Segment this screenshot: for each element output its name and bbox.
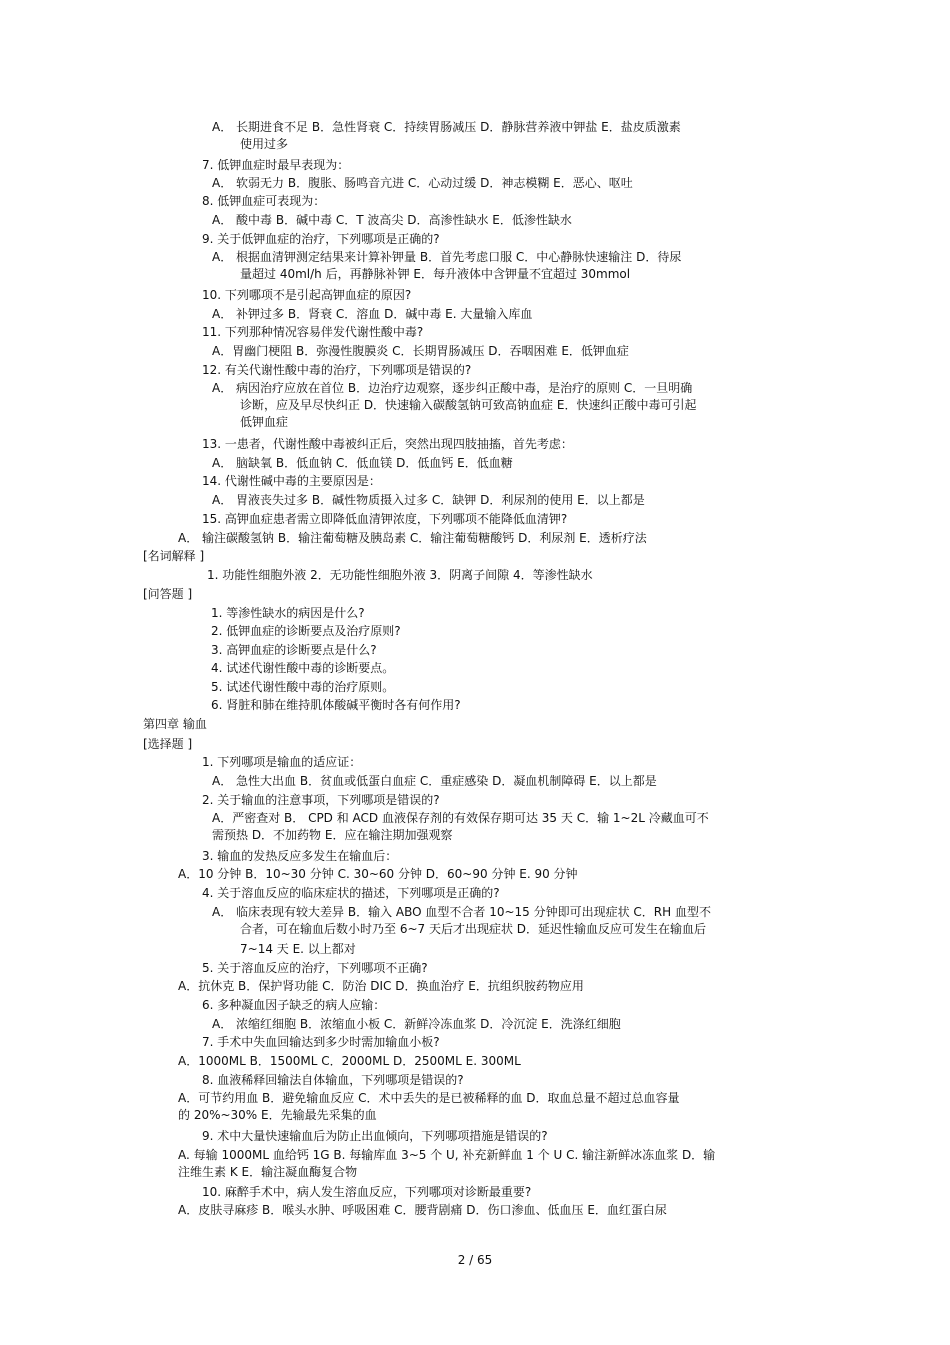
text-line: A．可节约用血 B．避免输血反应 C．术中丢失的是已被稀释的血 D．取血总量不超过总血容量 [178, 1091, 680, 1105]
text-line: 13. 一患者，代谢性酸中毒被纠正后，突然出现四肢抽搐，首先考虑： [202, 437, 573, 451]
text-line: 7~14 天 E. 以上都对 [240, 942, 356, 956]
text-line: 合者，可在输血后数小时乃至 6~7 天后才出现症状 D．延迟性输血反应可发生在输血后 [240, 922, 707, 936]
text-line: 6. 肾脏和肺在维持肌体酸碱平衡时各有何作用? [211, 698, 461, 712]
text-line: A． 病因治疗应放在首位 B．边治疗边观察，逐步纠正酸中毒，是治疗的原则 C．一旦明确 [212, 381, 693, 395]
text-line: A．10 分钟 B．10~30 分钟 C. 30~60 分钟 D．60~90 分钟 E. 90 分钟 [178, 867, 578, 881]
text-line: A． 补钾过多 B．肾衰 C．溶血 D．碱中毒 E. 大量输入库血 [212, 307, 533, 321]
text-line: A. 每输 1000ML 血给钙 1G B. 每输库血 3~5 个 U, 补充新鲜血 1 个 U C. 输注新鲜冰冻血浆 D．输 [178, 1148, 716, 1162]
text-line: 14. 代谢性碱中毒的主要原因是： [202, 474, 381, 488]
text-line: 5. 关于溶血反应的治疗，下列哪项不正确? [202, 961, 428, 975]
text-line: [名词解释 ] [143, 549, 205, 563]
text-line: 5. 试述代谢性酸中毒的治疗原则。 [211, 680, 395, 694]
text-line: A． 急性大出血 B．贫血或低蛋白血症 C．重症感染 D．凝血机制障碍 E．以上都是 [212, 774, 657, 788]
text-line: 3. 高钾血症的诊断要点是什么? [211, 643, 377, 657]
text-line: 7. 低钾血症时最早表现为： [202, 158, 350, 172]
text-line: 11. 下列那种情况容易伴发代谢性酸中毒? [202, 325, 424, 339]
text-line: A．皮肤寻麻疹 B．喉头水肿、呼吸困难 C．腰背剧痛 D．伤口渗血、低血压 E．血红蛋白尿 [178, 1203, 667, 1217]
text-line: A．抗休克 B．保护肾功能 C．防治 DIC D．换血治疗 E．抗组织胺药物应用 [178, 979, 584, 993]
text-line: 15. 高钾血症患者需立即降低血清钾浓度，下列哪项不能降低血清钾? [202, 512, 568, 526]
text-line: 的 20%~30% E．先输最先采集的血 [178, 1108, 377, 1122]
text-line: 7. 手术中失血回输达到多少时需加输血小板? [202, 1035, 440, 1049]
text-line: 第四章 输血 [143, 717, 207, 731]
text-line: 需预热 D．不加药物 E．应在输注期加强观察 [212, 828, 453, 842]
text-line: 12. 有关代谢性酸中毒的治疗，下列哪项是错误的? [202, 363, 472, 377]
text-line: 3. 输血的发热反应多发生在输血后： [202, 849, 398, 863]
text-line: [问答题 ] [143, 587, 193, 601]
text-line: 诊断，应及早尽快纠正 D．快速输入碳酸氢钠可致高钠血症 E．快速纠正酸中毒可引起 [240, 398, 697, 412]
text-line: 1. 功能性细胞外液 2．无功能性细胞外液 3．阴离子间隙 4．等渗性缺水 [207, 568, 593, 582]
text-line: 低钾血症 [240, 415, 289, 429]
text-line: A． 浓缩红细胞 B．浓缩血小板 C．新鲜冷冻血浆 D．冷沉淀 E．洗涤红细胞 [212, 1017, 621, 1031]
text-line: 9. 关于低钾血症的治疗，下列哪项是正确的? [202, 232, 440, 246]
text-line: A．1000ML B．1500ML C．2000ML D．2500ML E. 300ML [178, 1054, 521, 1068]
text-line: A．严密查对 B． CPD 和 ACD 血液保存剂的有效保存期可达 35 天 C．输 1~2L 冷藏血可不 [212, 811, 709, 825]
text-line: A． 软弱无力 B．腹胀、肠鸣音亢进 C．心动过缓 D．神志模糊 E．恶心、呕吐 [212, 176, 633, 190]
text-line: 4. 关于溶血反应的临床症状的描述，下列哪项是正确的? [202, 886, 500, 900]
text-line: 4. 试述代谢性酸中毒的诊断要点。 [211, 661, 395, 675]
text-line: 使用过多 [240, 137, 289, 151]
text-line: 8. 低钾血症可表现为： [202, 194, 326, 208]
text-line: 10. 下列哪项不是引起高钾血症的原因? [202, 288, 412, 302]
text-line: A． 长期进食不足 B．急性肾衰 C．持续胃肠减压 D．静脉营养液中钾盐 E．盐皮质激素 [212, 120, 681, 134]
text-line: 10. 麻醉手术中，病人发生溶血反应，下列哪项对诊断最重要? [202, 1185, 532, 1199]
text-line: A． 临床表现有较大差异 B．输入 ABO 血型不合者 10~15 分钟即可出现症状 C．RH 血型不 [212, 905, 711, 919]
text-line: 注维生素 K E．输注凝血酶复合物 [178, 1165, 358, 1179]
text-line: A． 根据血清钾测定结果来计算补钾量 B．首先考虑口服 C．中心静脉快速输注 D．待尿 [212, 250, 682, 264]
text-line: 8. 血液稀释回输法自体输血，下列哪项是错误的? [202, 1073, 464, 1087]
text-line: A． 输注碳酸氢钠 B．输注葡萄糖及胰岛素 C．输注葡萄糖酸钙 D．利尿剂 E．透析疗法 [178, 531, 647, 545]
text-line: 2. 关于输血的注意事项，下列哪项是错误的? [202, 793, 440, 807]
text-line: A． 胃液丧失过多 B．碱性物质摄入过多 C．缺钾 D．利尿剂的使用 E．以上都是 [212, 493, 645, 507]
text-line: A． 酸中毒 B．碱中毒 C．T 波高尖 D．高渗性缺水 E．低渗性缺水 [212, 213, 572, 227]
page-number: 2 / 65 [457, 1253, 493, 1267]
text-line: A． 脑缺氧 B．低血钠 C．低血镁 D．低血钙 E．低血糖 [212, 456, 513, 470]
text-line: 量超过 40ml/h 后，再静脉补钾 E．每升液体中含钾量不宜超过 30mmol [240, 267, 631, 281]
text-line: A．胃幽门梗阻 B．弥漫性腹膜炎 C．长期胃肠减压 D．吞咽困难 E．低钾血症 [212, 344, 629, 358]
text-line: 9. 术中大量快速输血后为防止出血倾向，下列哪项措施是错误的? [202, 1129, 548, 1143]
text-line: 6. 多种凝血因子缺乏的病人应输： [202, 998, 386, 1012]
text-line: 2. 低钾血症的诊断要点及治疗原则? [211, 624, 401, 638]
text-line: 1. 下列哪项是输血的适应证： [202, 755, 362, 769]
text-line: 1. 等渗性缺水的病因是什么? [211, 606, 365, 620]
text-line: [选择题 ] [143, 737, 193, 751]
